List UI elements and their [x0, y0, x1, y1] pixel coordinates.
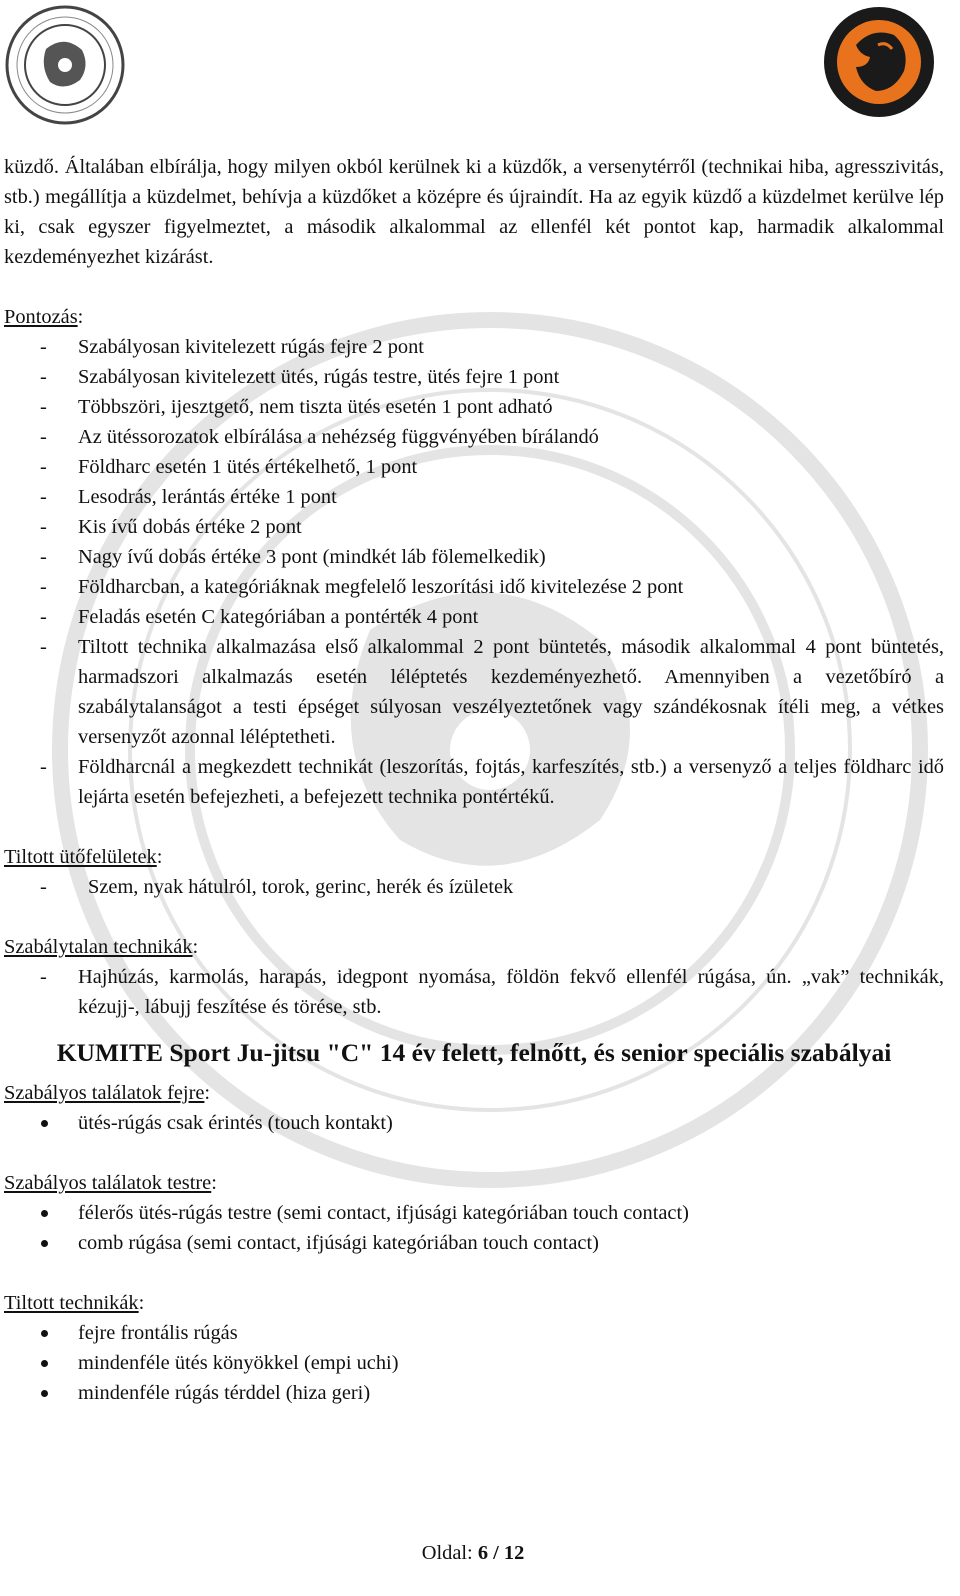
forbidden-techniques-label: Tiltott technikák [4, 1292, 139, 1314]
legal-head-heading: Szabályos találatok fejre: [4, 1082, 211, 1104]
scoring-list [4, 332, 944, 812]
list-item: - Többszöri, ijesztgető, nem tiszta ütés esetén 1 pont adható [4, 392, 944, 422]
illegal-techniques-label: Szabálytalan technikák [4, 936, 193, 958]
mjsz-seal-logo-icon [4, 4, 126, 126]
illegal-techniques-heading: Szabálytalan technikák: [4, 936, 199, 958]
page-footer [0, 1542, 946, 1565]
lion-head-logo-icon [820, 5, 938, 120]
legal-body-list [4, 1198, 944, 1258]
list-item: - Feladás esetén C kategóriában a pontérték 4 pont [4, 602, 944, 632]
legal-body-label: Szabályos találatok testre [4, 1172, 212, 1194]
list-item: mindenféle ütés könyökkel (empi uchi) [4, 1348, 944, 1378]
list-item: comb rúgása (semi contact, ifjúsági kategóriában touch contact) [4, 1228, 944, 1258]
scoring-label: Pontozás [4, 306, 78, 328]
illegal-techniques-list [4, 962, 944, 1022]
legal-head-label: Szabályos találatok fejre [4, 1082, 205, 1104]
forbidden-techniques-list [4, 1318, 944, 1408]
page-number: 6 / 12 [477, 1542, 525, 1564]
list-item: - Földharcnál a megkezdett technikát (leszorítás, fojtás, karfeszítés, stb.) a versenyző a teljes földharc idő lejárta esetén befejezheti, a befejezett technika pontértékű. [4, 752, 944, 812]
list-item: ütés-rúgás csak érintés (touch kontakt) [4, 1108, 944, 1138]
list-item: - Nagy ívű dobás értéke 3 pont (mindkét láb fölemelkedik) [4, 542, 944, 572]
forbidden-techniques-heading: Tiltott technikák: [4, 1292, 145, 1314]
legal-head-list [4, 1108, 944, 1138]
list-item: - Szabályosan kivitelezett ütés, rúgás testre, ütés fejre 1 pont [4, 362, 944, 392]
list-item: fejre frontális rúgás [4, 1318, 944, 1348]
forbidden-surfaces-label: Tiltott ütőfelületek [4, 846, 157, 868]
document-body [4, 152, 944, 1408]
scoring-heading: Pontozás: [4, 306, 84, 328]
list-item: - Lesodrás, lerántás értéke 1 pont [4, 482, 944, 512]
section-title: KUMITE Sport Ju-jitsu "C" 14 év felett, felnőtt, és senior speciális szabályai [56, 1038, 892, 1067]
list-item: - Kis ívű dobás értéke 2 pont [4, 512, 944, 542]
list-item: - Az ütéssorozatok elbírálása a nehézség függvényében bírálandó [4, 422, 944, 452]
legal-body-heading: Szabályos találatok testre: [4, 1172, 217, 1194]
list-item: mindenféle rúgás térddel (hiza geri) [4, 1378, 944, 1408]
intro-paragraph: küzdő. Általában elbírálja, hogy milyen okból kerülnek ki a küzdők, a versenytérről (technikai hiba, agresszivitás, stb.) megállítja a küzdelmet, behívja a küzdőket a középre és újraindít. Ha az egyik küzdő a küzdelmet kerülve lép ki, csak egyszer figyelmeztet, a második alkalommal az ellenfél két pontot kap, harmadik alkalommal kezdeményezhet kizárást. [4, 156, 944, 268]
list-item: - Földharcban, a kategóriáknak megfelelő leszorítási idő kivitelezése 2 pont [4, 572, 944, 602]
list-item: - Tiltott technika alkalmazása első alkalommal 2 pont büntetés, második alkalommal 4 pont büntetés, harmadszori alkalmazás esetén léléptetés kezdeményezhető. Amennyiben a vezetőbíró a szabálytalanságot a testi épséget súlyosan veszélyeztetőnek vagy szándékosnak ítéli meg, a vétkes versenyzőt azonnal léléptetheti. [4, 632, 944, 752]
forbidden-surfaces-heading: Tiltott ütőfelületek: [4, 846, 163, 868]
list-item: félerős ütés-rúgás testre (semi contact, ifjúsági kategóriában touch contact) [4, 1198, 944, 1228]
forbidden-surfaces-list [4, 872, 944, 902]
footer-prefix: Oldal: [421, 1542, 478, 1564]
list-item: - Szabályosan kivitelezett rúgás fejre 2 pont [4, 332, 944, 362]
list-item: - Hajhúzás, karmolás, harapás, idegpont nyomása, földön fekvő ellenfél rúgása, ún. „vak” technikák, kézujj-, lábujj feszítése és törése, stb. [4, 962, 944, 1022]
list-item: - Szem, nyak hátulról, torok, gerinc, herék és ízületek [4, 872, 944, 902]
list-item: - Földharc esetén 1 ütés értékelhető, 1 pont [4, 452, 944, 482]
